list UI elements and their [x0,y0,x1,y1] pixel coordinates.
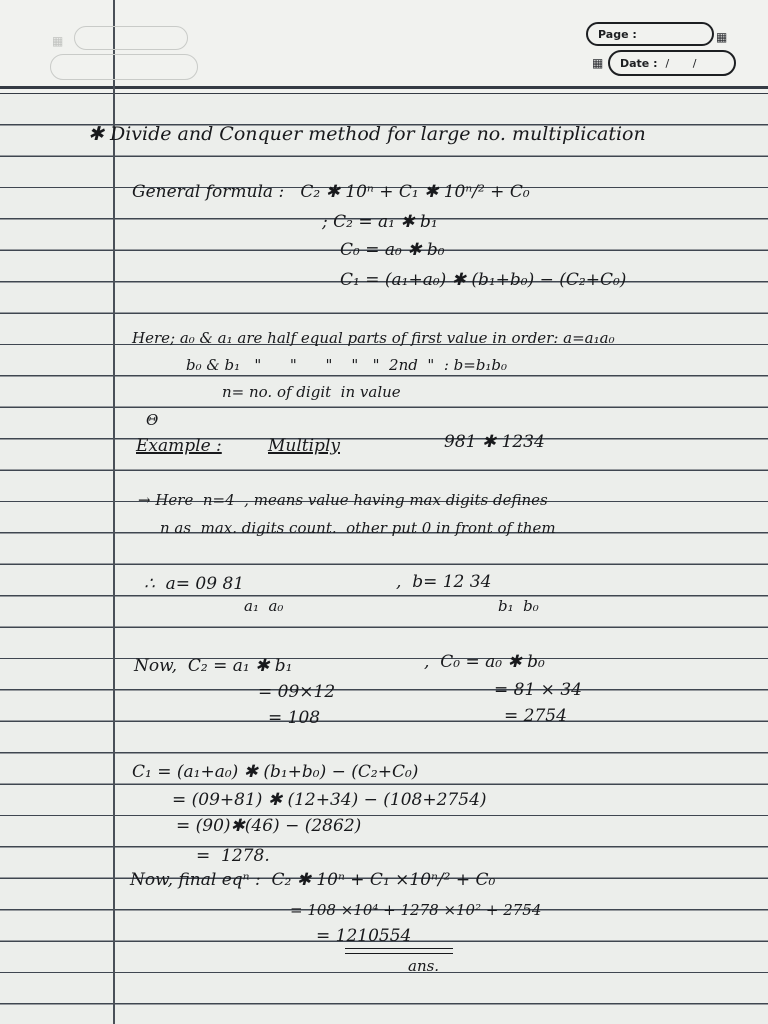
general-formula-line: General formula : C₂ ✱ 10ⁿ + C₁ ✱ 10ⁿ/² + C₀ [132,182,530,202]
date-pill [608,50,736,76]
mark-symbol: Θ [146,411,159,429]
now-c0-line-2: = 81 × 34 [494,680,582,700]
margin-line [113,0,115,1024]
b-split-subscripts: b₁ b₀ [498,597,539,615]
c1-calc-line-2: = (09+81) ✱ (12+34) − (108+2754) [172,790,487,810]
faint-date-pill [50,54,198,80]
faint-page-pill [74,26,188,50]
c1-definition: C₁ = (a₁+a₀) ✱ (b₁+b₀) − (C₂+C₀) [340,270,627,290]
grid-icon: ▦ [716,30,728,44]
now-c2-line-1: Now, C₂ = a₁ ✱ b₁ [134,656,293,676]
arrow-line-2: n as max. digits count. other put 0 in front of them [160,519,556,537]
faint-grid-icon: ▦ [52,34,64,48]
c2-definition: ; C₂ = a₁ ✱ b₁ [322,212,438,232]
page-pill [586,22,714,46]
here-line-2: b₀ & b₁ " " " " " 2nd " : b=b₁b₀ [186,356,508,374]
now-c0-line-1: , C₀ = a₀ ✱ b₀ [424,652,545,672]
arrow-line-1: → Here n=4 , means value having max digits defines [138,491,548,509]
answer-double-underline [345,948,453,954]
c0-definition: C₀ = a₀ ✱ b₀ [340,240,445,260]
ans-label: ans. [408,957,440,975]
header-rule-secondary [0,93,768,94]
c1-calc-line-4: = 1278. [196,846,270,866]
grid-icon-date: ▦ [592,56,604,70]
header-rule [0,86,768,89]
final-answer: = 1210554 [316,926,412,946]
b-split-line: , b= 12 34 [396,572,492,592]
here-line-3: n= no. of digit in value [222,383,401,401]
now-c2-line-3: = 108 [268,708,321,728]
final-eq-line-2: = 108 ×10⁴ + 1278 ×10² + 2754 [290,901,542,919]
final-eq-line-1: Now, final eqⁿ : C₂ ✱ 10ⁿ + C₁ ×10ⁿ/² + C₀ [130,870,496,890]
notes-title: ✱ Divide and Conquer method for large no. multiplication [88,123,646,145]
c1-calc-line-3: = (90)✱(46) − (2862) [176,816,362,836]
example-label: Example : [136,436,222,456]
date-value: / / [665,56,707,70]
now-c2-line-2: = 09×12 [258,682,336,702]
a-split-line: ∴ a= 09 81 [144,574,245,594]
page-label: Page : [598,27,637,41]
now-c0-line-3: = 2754 [504,706,567,726]
example-value: 981 ✱ 1234 [444,432,545,452]
example-text: Multiply [268,436,340,456]
here-line-1: Here; a₀ & a₁ are half equal parts of first value in order: a=a₁a₀ [132,329,615,347]
a-split-subscripts: a₁ a₀ [244,597,284,615]
c1-calc-line-1: C₁ = (a₁+a₀) ✱ (b₁+b₀) − (C₂+C₀) [132,762,419,782]
date-label: Date : [620,56,658,70]
